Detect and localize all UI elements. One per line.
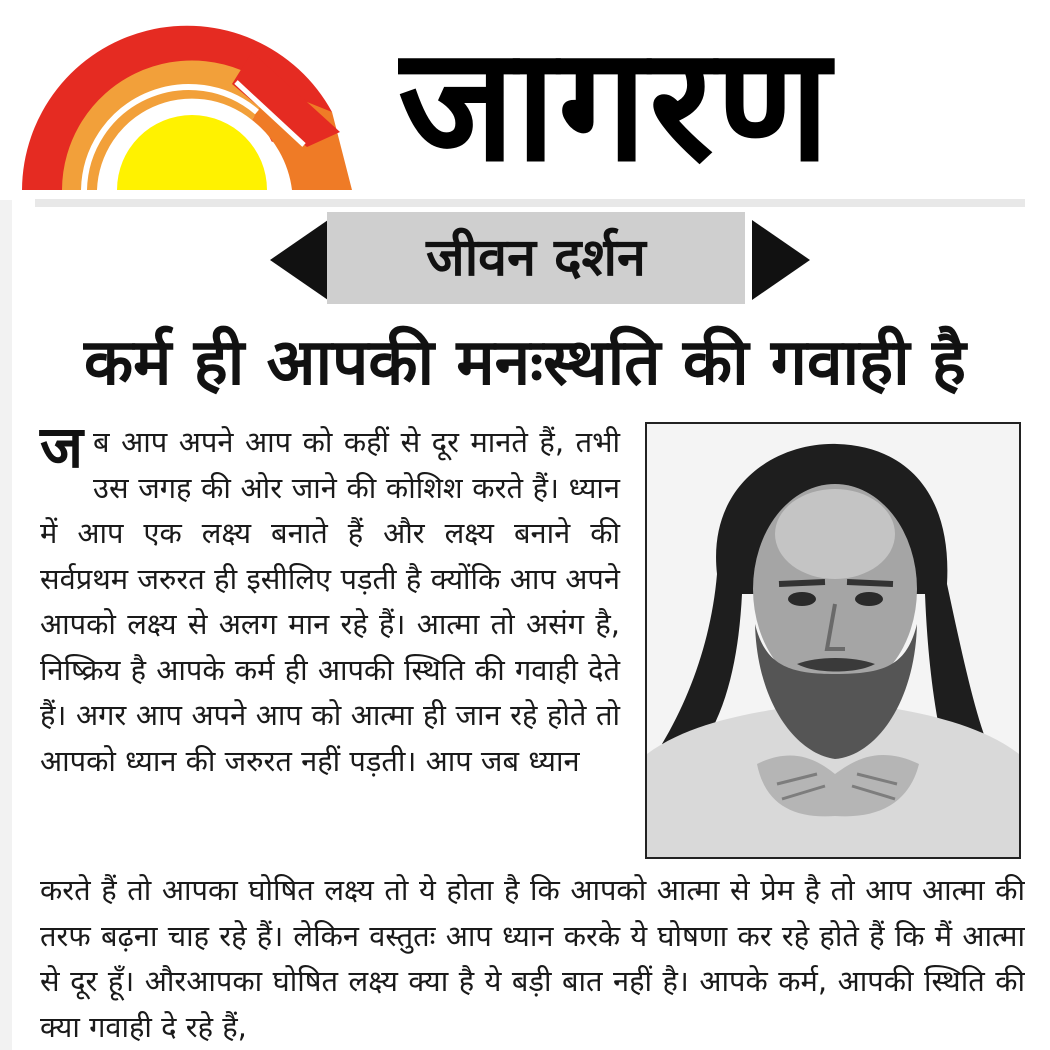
- triangle-right-icon: [752, 220, 810, 300]
- sun-logo-icon: [22, 22, 352, 192]
- masthead-logo-text: जागरण: [398, 18, 832, 193]
- article-paragraph-bottom: करते हैं तो आपका घोषित लक्ष्य तो ये होता है कि आपको आत्मा से प्रेम है तो आप आत्मा की तरफ बढ़ना चाह रहे हैं। लेकिन वस्तुतः आप ध्यान करके ये घोषणा कर रहे होते हैं कि मैं आत्मा से दूर हूँ। औरआपका घोषित लक्ष्य क्या है ये बड़ी बात नहीं है। आपके कर्म, आपकी स्थिति की क्या गवाही दे रहे हैं,: [40, 873, 1025, 1044]
- section-banner: [270, 212, 810, 306]
- drop-cap: ज: [40, 413, 84, 481]
- portrait-photo-icon: [647, 424, 1019, 857]
- section-label: जीवन दर्शन: [327, 212, 745, 304]
- page-edge-strip: [0, 200, 12, 1050]
- masthead: [0, 0, 1050, 200]
- article-column-top: [40, 413, 620, 870]
- masthead-rule: [35, 199, 1025, 207]
- portrait-photo: [645, 422, 1021, 859]
- article-column-bottom: [40, 868, 1025, 1048]
- article-paragraph-top: ब आप अपने आप को कहीं से दूर मानते हैं, तभी उस जगह की ओर जाने की कोशिश करते हैं। ध्यान में आप एक लक्ष्य बनाते हैं और लक्ष्य बनाने की सर्वप्रथम जरुरत ही इसीलिए पड़ती है क्योंकि आप अपने आपको लक्ष्य से अलग मान रहे हैं। आत्मा तो असंग है, निष्क्रिय है आपके कर्म ही आपकी स्थिति की गवाही देते हैं। अगर आप अपने आप को आत्मा ही जान रहे होते तो आपको ध्यान की जरुरत नहीं पड़ती। आप जब ध्यान: [40, 425, 620, 778]
- headline: कर्म ही आपकी मनःस्थति की गवाही है: [84, 326, 966, 400]
- triangle-left-icon: [270, 220, 328, 300]
